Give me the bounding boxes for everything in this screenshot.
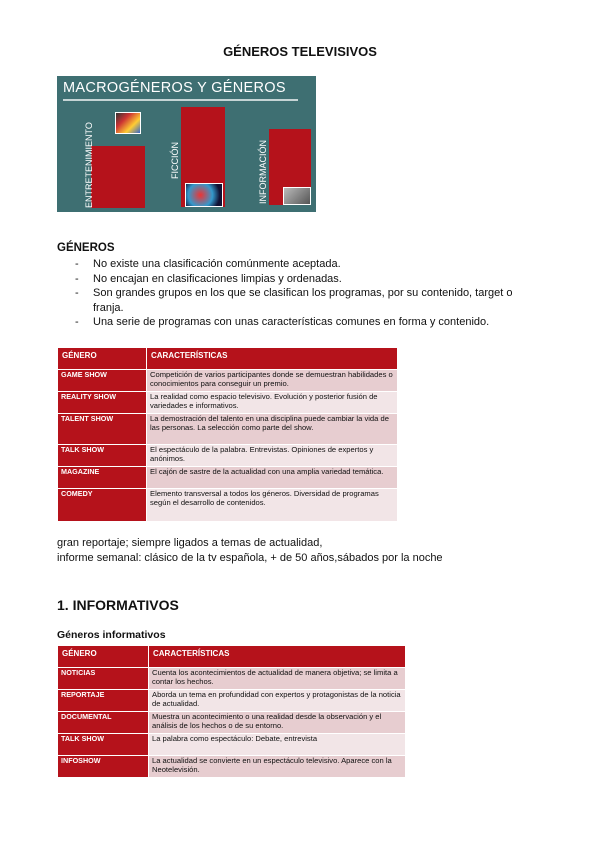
- slide-divider: [63, 99, 298, 101]
- generos-heading: GÉNEROS: [57, 242, 115, 254]
- table-cell-caracteristicas: Elemento transversal a todos los géneros. Diversidad de programas según el desarrollo de contenidos.: [147, 489, 398, 522]
- table-header-genero: GÉNERO: [58, 646, 149, 668]
- table-cell-genero: TALK SHOW: [58, 734, 149, 756]
- table-cell-caracteristicas: Cuenta los acontecimientos de actualidad de manera objetiva; se limita a contar los hechos.: [149, 668, 406, 690]
- table-cell-genero: DOCUMENTAL: [58, 712, 149, 734]
- table-cell-genero: INFOSHOW: [58, 756, 149, 778]
- table-cell-genero: TALENT SHOW: [58, 414, 147, 445]
- table-cell-caracteristicas: Competición de varios participantes donde se demuestran habilidades o conocimientos para conseguir un premio.: [147, 370, 398, 392]
- entretenimiento-block: [91, 146, 145, 208]
- subheading-generos-informativos: Géneros informativos: [57, 629, 166, 641]
- table-cell-genero: MAGAZINE: [58, 467, 147, 489]
- generos-table: [57, 347, 398, 522]
- news-thumbnail: [283, 187, 311, 205]
- table-cell-caracteristicas: La palabra como espectáculo: Debate, entrevista: [149, 734, 406, 756]
- list-item: - Una serie de programas con unas características comunes en forma y contenido.: [73, 315, 543, 330]
- slide-label-entretenimiento: ENTRETENIMIENTO: [84, 122, 94, 208]
- table-cell-genero: NOTICIAS: [58, 668, 149, 690]
- table-cell-genero: TALK SHOW: [58, 445, 147, 467]
- macrogeneros-slide-image: [57, 76, 316, 212]
- table-header-genero: GÉNERO: [58, 348, 147, 370]
- table-header-caracteristicas: CARACTERÍSTICAS: [149, 646, 406, 668]
- table-header-caracteristicas: CARACTERÍSTICAS: [147, 348, 398, 370]
- list-item: - No encajan en clasificaciones limpias y ordenadas.: [73, 272, 543, 287]
- table-cell-genero: REALITY SHOW: [58, 392, 147, 414]
- table-cell-genero: COMEDY: [58, 489, 147, 522]
- fiction-thumbnail: [185, 183, 223, 207]
- slide-label-ficcion: FICCIÓN: [170, 142, 180, 179]
- table-cell-caracteristicas: El espectáculo de la palabra. Entrevistas. Opiniones de expertos y anónimos.: [147, 445, 398, 467]
- list-item: - Son grandes grupos en los que se clasifican los programas, por su contenido, target o franja.: [73, 286, 543, 315]
- table-cell-caracteristicas: La actualidad se convierte en un espectáculo televisivo. Aparece con la Neotelevisión.: [149, 756, 406, 778]
- table-cell-genero: GAME SHOW: [58, 370, 147, 392]
- page-title: GÉNEROS TELEVISIVOS: [223, 44, 377, 59]
- tv-thumbnail: [115, 112, 141, 134]
- table-cell-caracteristicas: Aborda un tema en profundidad con expertos y protagonistas de la noticia de actualidad.: [149, 690, 406, 712]
- list-item: - No existe una clasificación comúnmente aceptada.: [73, 257, 543, 272]
- section-heading-informativos: 1. INFORMATIVOS: [57, 597, 179, 613]
- table-cell-caracteristicas: El cajón de sastre de la actualidad con una amplia variedad temática.: [147, 467, 398, 489]
- table-cell-caracteristicas: La realidad como espacio televisivo. Evolución y posterior fusión de variedades e informativos.: [147, 392, 398, 414]
- note-line: informe semanal: clásico de la tv española, + de 50 años,sábados por la noche: [57, 552, 443, 564]
- note-line: gran reportaje; siempre ligados a temas de actualidad,: [57, 537, 323, 549]
- generos-informativos-table: [57, 645, 406, 778]
- table-cell-caracteristicas: Muestra un acontecimiento o una realidad desde la observación y el análisis de los hechos o de su entorno.: [149, 712, 406, 734]
- generos-bullet-list: [73, 257, 543, 330]
- slide-label-informacion: INFORMACIÓN: [258, 140, 268, 204]
- slide-title: MACROGÉNEROS Y GÉNEROS: [63, 80, 286, 96]
- table-cell-caracteristicas: La demostración del talento en una disciplina puede cambiar la vida de las personas. La selección como parte del show.: [147, 414, 398, 445]
- table-cell-genero: REPORTAJE: [58, 690, 149, 712]
